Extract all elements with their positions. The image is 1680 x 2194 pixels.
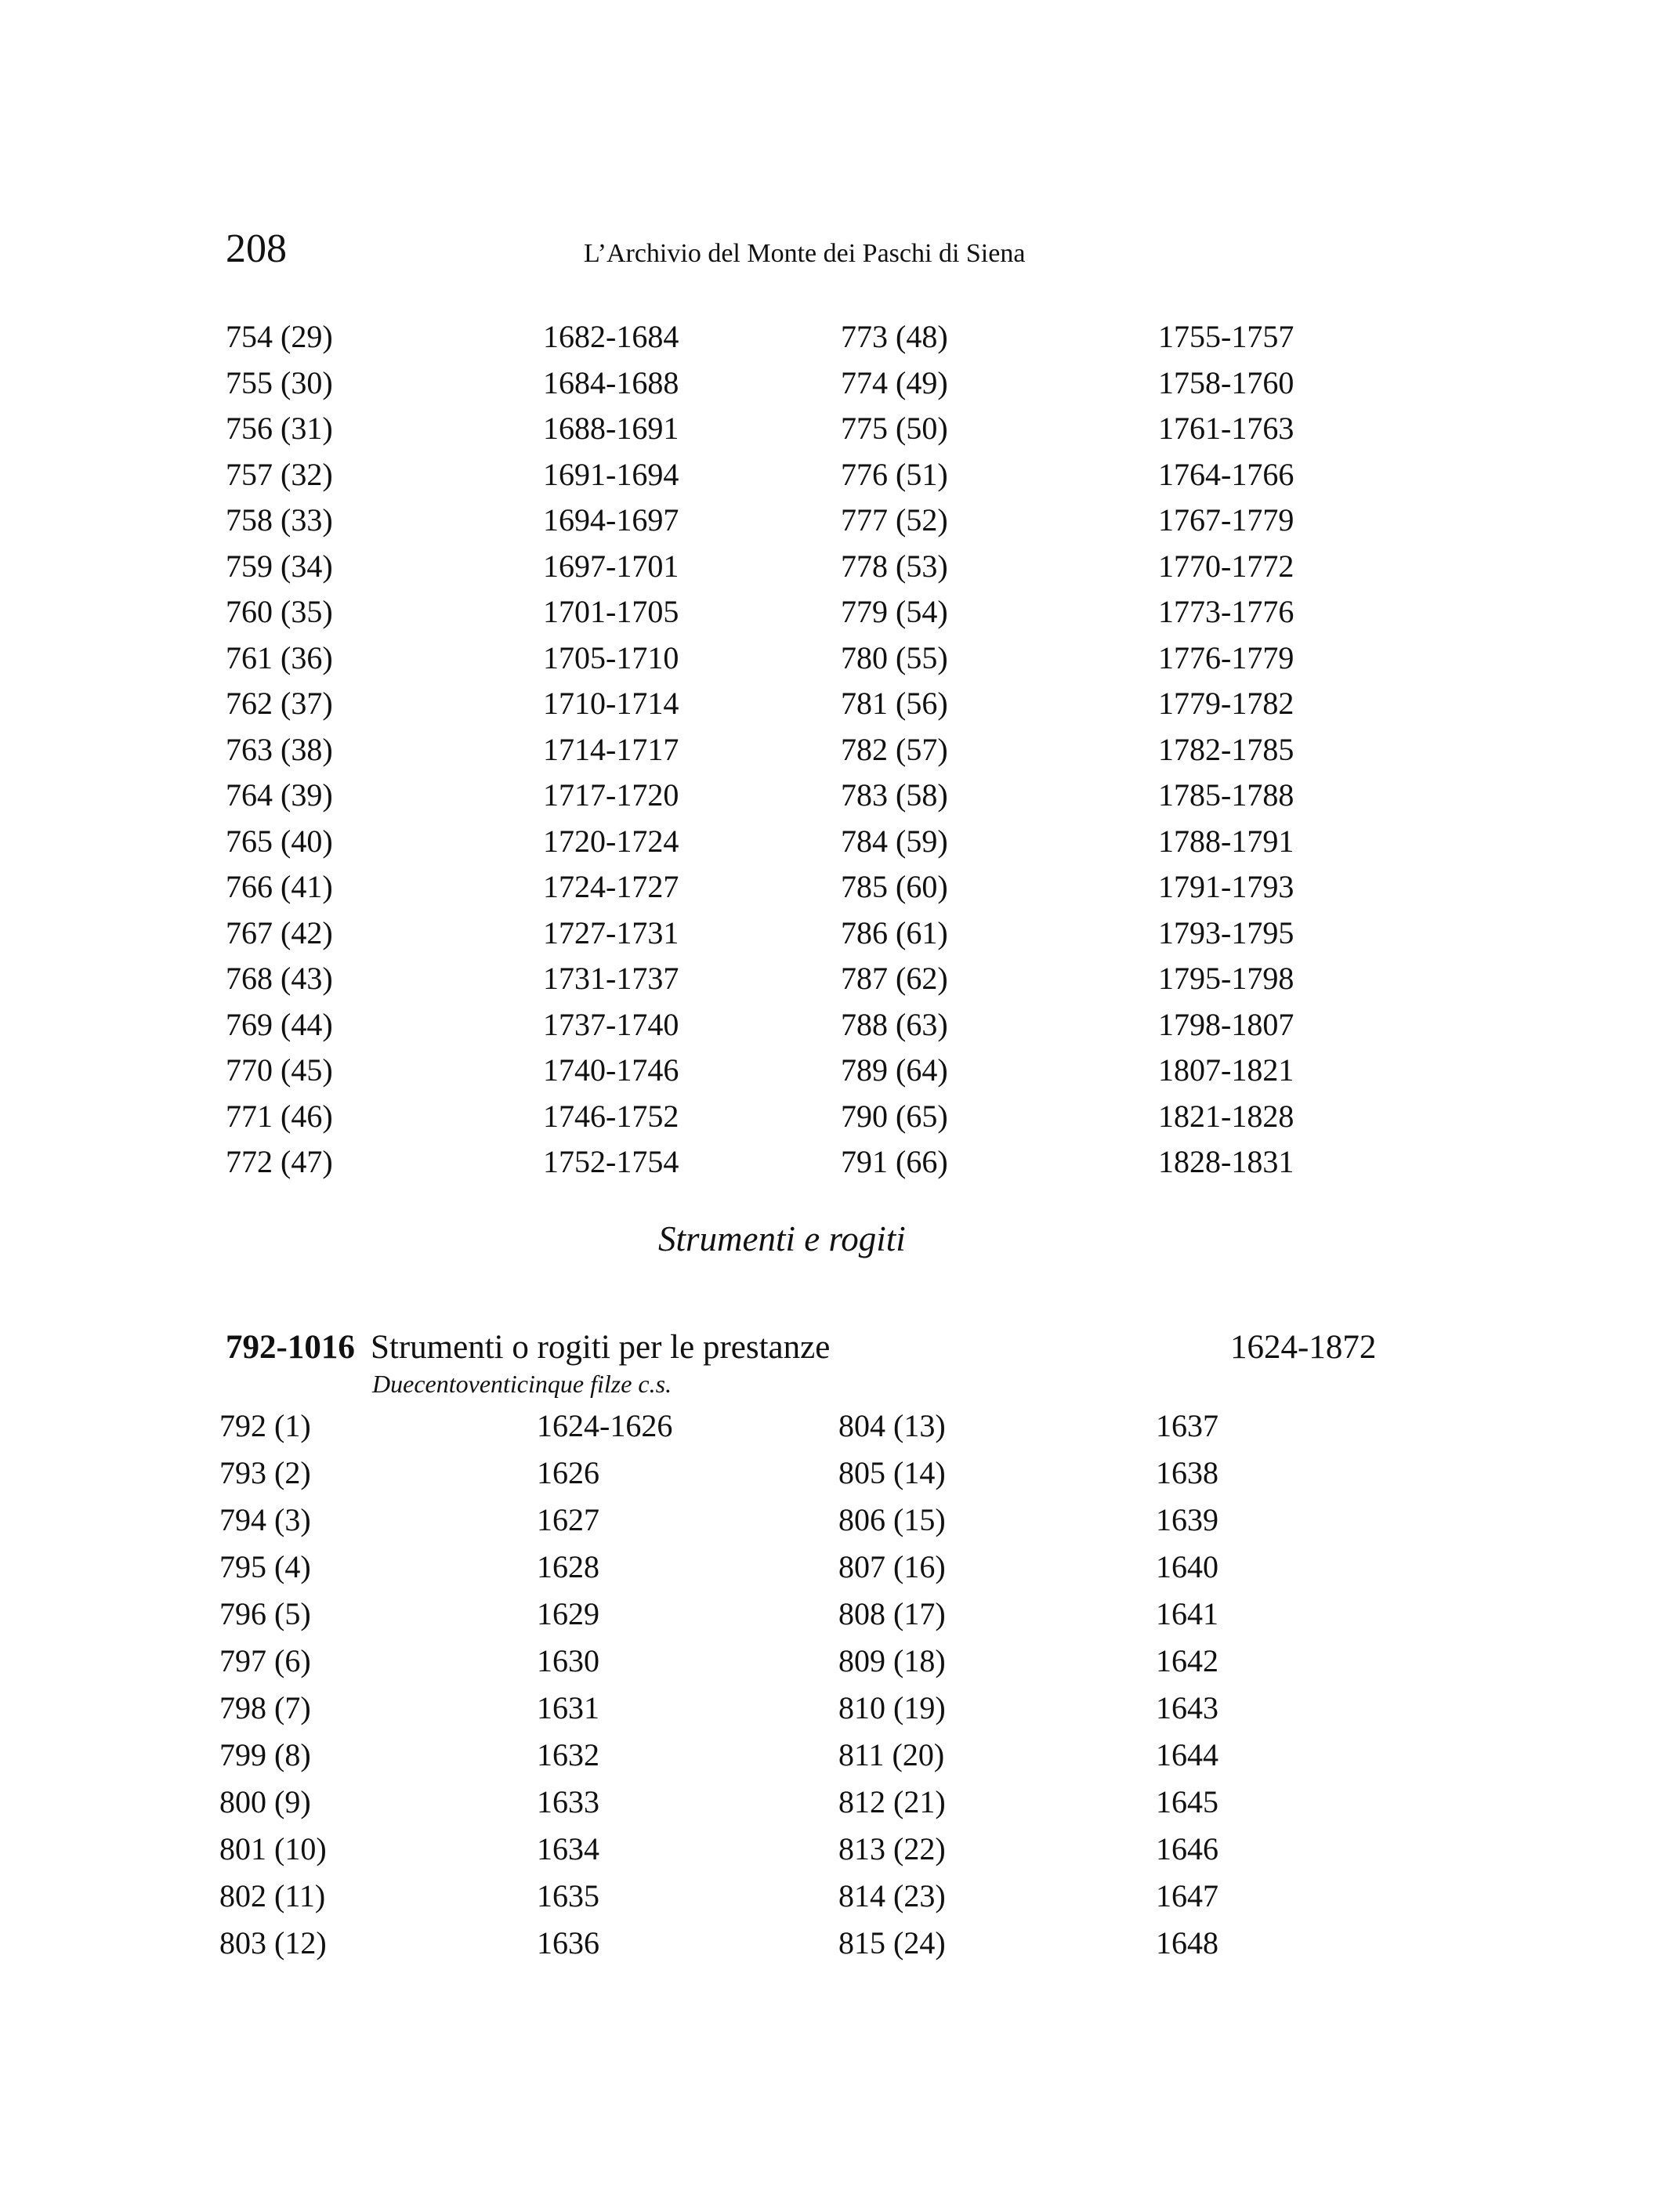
item-dates: 1645 bbox=[1156, 1784, 1218, 1819]
item-number: 795 (4) bbox=[219, 1549, 311, 1584]
item-number: 800 (9) bbox=[219, 1784, 311, 1819]
series-description: Duecentoventicinque filze c.s. bbox=[372, 1370, 672, 1398]
section-title: Strumenti e rogiti bbox=[658, 1219, 906, 1258]
table-row bbox=[226, 684, 1401, 730]
item-number: 761 (36) bbox=[226, 639, 333, 675]
item-dates: 1626 bbox=[537, 1455, 599, 1490]
item-number: 805 (14) bbox=[838, 1455, 946, 1490]
item-dates: 1631 bbox=[537, 1690, 599, 1725]
item-number: 775 (50) bbox=[841, 411, 948, 446]
item-number: 754 (29) bbox=[226, 319, 333, 354]
table-row bbox=[226, 317, 1401, 364]
item-number: 772 (47) bbox=[226, 1144, 333, 1179]
item-dates: 1807-1821 bbox=[1158, 1052, 1294, 1088]
table-row bbox=[219, 1548, 1395, 1595]
item-number: 803 (12) bbox=[219, 1925, 327, 1960]
item-dates: 1634 bbox=[537, 1831, 599, 1866]
table-row bbox=[219, 1877, 1395, 1924]
item-dates: 1628 bbox=[537, 1549, 599, 1584]
table-row bbox=[226, 1005, 1401, 1052]
item-dates: 1717-1720 bbox=[543, 777, 679, 813]
table-row bbox=[226, 455, 1401, 501]
table-row bbox=[226, 914, 1401, 960]
item-number: 811 (20) bbox=[838, 1737, 945, 1772]
item-number: 794 (3) bbox=[219, 1502, 311, 1537]
item-dates: 1737-1740 bbox=[543, 1006, 679, 1042]
item-dates: 1714-1717 bbox=[543, 731, 679, 767]
item-number: 773 (48) bbox=[841, 319, 948, 354]
item-number: 760 (35) bbox=[226, 594, 333, 629]
item-number: 782 (57) bbox=[841, 731, 948, 767]
item-number: 813 (22) bbox=[838, 1831, 946, 1866]
item-dates: 1785-1788 bbox=[1158, 777, 1294, 813]
item-dates: 1697-1701 bbox=[543, 548, 679, 584]
item-number: 814 (23) bbox=[838, 1878, 946, 1913]
item-dates: 1684-1688 bbox=[543, 364, 679, 400]
item-number: 808 (17) bbox=[838, 1596, 946, 1631]
item-dates: 1646 bbox=[1156, 1831, 1218, 1866]
item-dates: 1770-1772 bbox=[1158, 548, 1294, 584]
item-dates: 1821-1828 bbox=[1158, 1098, 1294, 1134]
item-number: 781 (56) bbox=[841, 686, 948, 721]
item-number: 812 (21) bbox=[838, 1784, 946, 1819]
item-dates: 1624-1626 bbox=[537, 1408, 673, 1443]
table-row bbox=[226, 822, 1401, 868]
item-dates: 1761-1763 bbox=[1158, 411, 1294, 446]
item-number: 804 (13) bbox=[838, 1408, 946, 1443]
item-number: 762 (37) bbox=[226, 686, 333, 721]
item-number: 757 (32) bbox=[226, 456, 333, 492]
item-dates: 1636 bbox=[537, 1925, 599, 1960]
table-row bbox=[226, 959, 1401, 1005]
item-dates: 1701-1705 bbox=[543, 594, 679, 629]
item-number: 764 (39) bbox=[226, 777, 333, 813]
item-dates: 1752-1754 bbox=[543, 1144, 679, 1179]
running-title: L’Archivio del Monte dei Paschi di Siena bbox=[584, 239, 1026, 268]
series-range: 792-1016 bbox=[226, 1329, 355, 1366]
item-dates: 1647 bbox=[1156, 1878, 1218, 1913]
item-number: 786 (61) bbox=[841, 914, 948, 950]
item-number: 801 (10) bbox=[219, 1831, 327, 1866]
table-row bbox=[219, 1407, 1395, 1454]
item-dates: 1710-1714 bbox=[543, 686, 679, 721]
item-dates: 1755-1757 bbox=[1158, 319, 1294, 354]
table-row bbox=[219, 1830, 1395, 1877]
item-number: 759 (34) bbox=[226, 548, 333, 584]
inventory-table-upper bbox=[226, 317, 1401, 1189]
item-number: 806 (15) bbox=[838, 1502, 946, 1537]
item-dates: 1644 bbox=[1156, 1737, 1218, 1772]
item-dates: 1632 bbox=[537, 1737, 599, 1772]
item-number: 788 (63) bbox=[841, 1006, 948, 1042]
item-number: 755 (30) bbox=[226, 364, 333, 400]
table-row bbox=[219, 1642, 1395, 1689]
item-dates: 1791-1793 bbox=[1158, 869, 1294, 904]
item-number: 765 (40) bbox=[226, 823, 333, 859]
item-dates: 1764-1766 bbox=[1158, 456, 1294, 492]
table-row bbox=[226, 592, 1401, 639]
item-number: 770 (45) bbox=[226, 1052, 333, 1088]
item-dates: 1773-1776 bbox=[1158, 594, 1294, 629]
item-number: 778 (53) bbox=[841, 548, 948, 584]
table-row bbox=[226, 547, 1401, 593]
item-dates: 1694-1697 bbox=[543, 502, 679, 538]
table-row bbox=[226, 409, 1401, 455]
item-dates: 1633 bbox=[537, 1784, 599, 1819]
item-dates: 1724-1727 bbox=[543, 869, 679, 904]
item-dates: 1682-1684 bbox=[543, 319, 679, 354]
item-number: 767 (42) bbox=[226, 914, 333, 950]
table-row bbox=[219, 1595, 1395, 1642]
item-number: 799 (8) bbox=[219, 1737, 311, 1772]
item-dates: 1643 bbox=[1156, 1690, 1218, 1725]
item-dates: 1793-1795 bbox=[1158, 914, 1294, 950]
table-row bbox=[226, 1142, 1401, 1189]
item-dates: 1648 bbox=[1156, 1925, 1218, 1960]
item-number: 783 (58) bbox=[841, 777, 948, 813]
item-number: 756 (31) bbox=[226, 411, 333, 446]
item-dates: 1691-1694 bbox=[543, 456, 679, 492]
table-row bbox=[226, 867, 1401, 914]
item-number: 785 (60) bbox=[841, 869, 948, 904]
item-number: 787 (62) bbox=[841, 961, 948, 996]
item-number: 768 (43) bbox=[226, 961, 333, 996]
item-dates: 1642 bbox=[1156, 1643, 1218, 1678]
item-number: 766 (41) bbox=[226, 869, 333, 904]
item-number: 793 (2) bbox=[219, 1455, 311, 1490]
table-row bbox=[219, 1736, 1395, 1783]
item-number: 758 (33) bbox=[226, 502, 333, 538]
item-dates: 1782-1785 bbox=[1158, 731, 1294, 767]
table-row bbox=[226, 639, 1401, 685]
item-dates: 1635 bbox=[537, 1878, 599, 1913]
table-row bbox=[219, 1924, 1395, 1971]
item-number: 780 (55) bbox=[841, 639, 948, 675]
table-row bbox=[219, 1689, 1395, 1736]
inventory-table-lower bbox=[219, 1407, 1395, 1971]
item-dates: 1758-1760 bbox=[1158, 364, 1294, 400]
item-number: 784 (59) bbox=[841, 823, 948, 859]
series-dates: 1624-1872 bbox=[1230, 1329, 1377, 1366]
item-number: 807 (16) bbox=[838, 1549, 946, 1584]
item-dates: 1740-1746 bbox=[543, 1052, 679, 1088]
item-dates: 1779-1782 bbox=[1158, 686, 1294, 721]
item-number: 779 (54) bbox=[841, 594, 948, 629]
item-number: 791 (66) bbox=[841, 1144, 948, 1179]
item-number: 777 (52) bbox=[841, 502, 948, 538]
item-dates: 1630 bbox=[537, 1643, 599, 1678]
item-number: 802 (11) bbox=[219, 1878, 326, 1913]
item-dates: 1776-1779 bbox=[1158, 639, 1294, 675]
item-number: 771 (46) bbox=[226, 1098, 333, 1134]
item-dates: 1746-1752 bbox=[543, 1098, 679, 1134]
item-dates: 1727-1731 bbox=[543, 914, 679, 950]
item-number: 769 (44) bbox=[226, 1006, 333, 1042]
item-dates: 1637 bbox=[1156, 1408, 1218, 1443]
table-row bbox=[226, 501, 1401, 547]
item-dates: 1788-1791 bbox=[1158, 823, 1294, 859]
item-dates: 1767-1779 bbox=[1158, 502, 1294, 538]
item-dates: 1640 bbox=[1156, 1549, 1218, 1584]
table-row bbox=[219, 1454, 1395, 1501]
table-row bbox=[219, 1783, 1395, 1830]
item-number: 763 (38) bbox=[226, 731, 333, 767]
item-dates: 1705-1710 bbox=[543, 639, 679, 675]
item-number: 790 (65) bbox=[841, 1098, 948, 1134]
item-dates: 1688-1691 bbox=[543, 411, 679, 446]
item-dates: 1720-1724 bbox=[543, 823, 679, 859]
item-number: 798 (7) bbox=[219, 1690, 311, 1725]
table-row bbox=[226, 1051, 1401, 1097]
table-row bbox=[226, 1097, 1401, 1143]
item-dates: 1828-1831 bbox=[1158, 1144, 1294, 1179]
item-dates: 1639 bbox=[1156, 1502, 1218, 1537]
table-row bbox=[226, 776, 1401, 822]
item-number: 796 (5) bbox=[219, 1596, 311, 1631]
series-title: Strumenti o rogiti per le prestanze bbox=[371, 1329, 831, 1366]
table-row bbox=[226, 364, 1401, 410]
item-number: 774 (49) bbox=[841, 364, 948, 400]
item-dates: 1627 bbox=[537, 1502, 599, 1537]
page-number: 208 bbox=[226, 226, 287, 271]
table-row bbox=[219, 1501, 1395, 1548]
item-dates: 1731-1737 bbox=[543, 961, 679, 996]
item-number: 810 (19) bbox=[838, 1690, 946, 1725]
item-number: 792 (1) bbox=[219, 1408, 311, 1443]
item-dates: 1795-1798 bbox=[1158, 961, 1294, 996]
item-number: 815 (24) bbox=[838, 1925, 946, 1960]
item-number: 776 (51) bbox=[841, 456, 948, 492]
item-dates: 1798-1807 bbox=[1158, 1006, 1294, 1042]
item-dates: 1629 bbox=[537, 1596, 599, 1631]
item-number: 797 (6) bbox=[219, 1643, 311, 1678]
item-dates: 1641 bbox=[1156, 1596, 1218, 1631]
item-dates: 1638 bbox=[1156, 1455, 1218, 1490]
item-number: 789 (64) bbox=[841, 1052, 948, 1088]
table-row bbox=[226, 730, 1401, 777]
item-number: 809 (18) bbox=[838, 1643, 946, 1678]
